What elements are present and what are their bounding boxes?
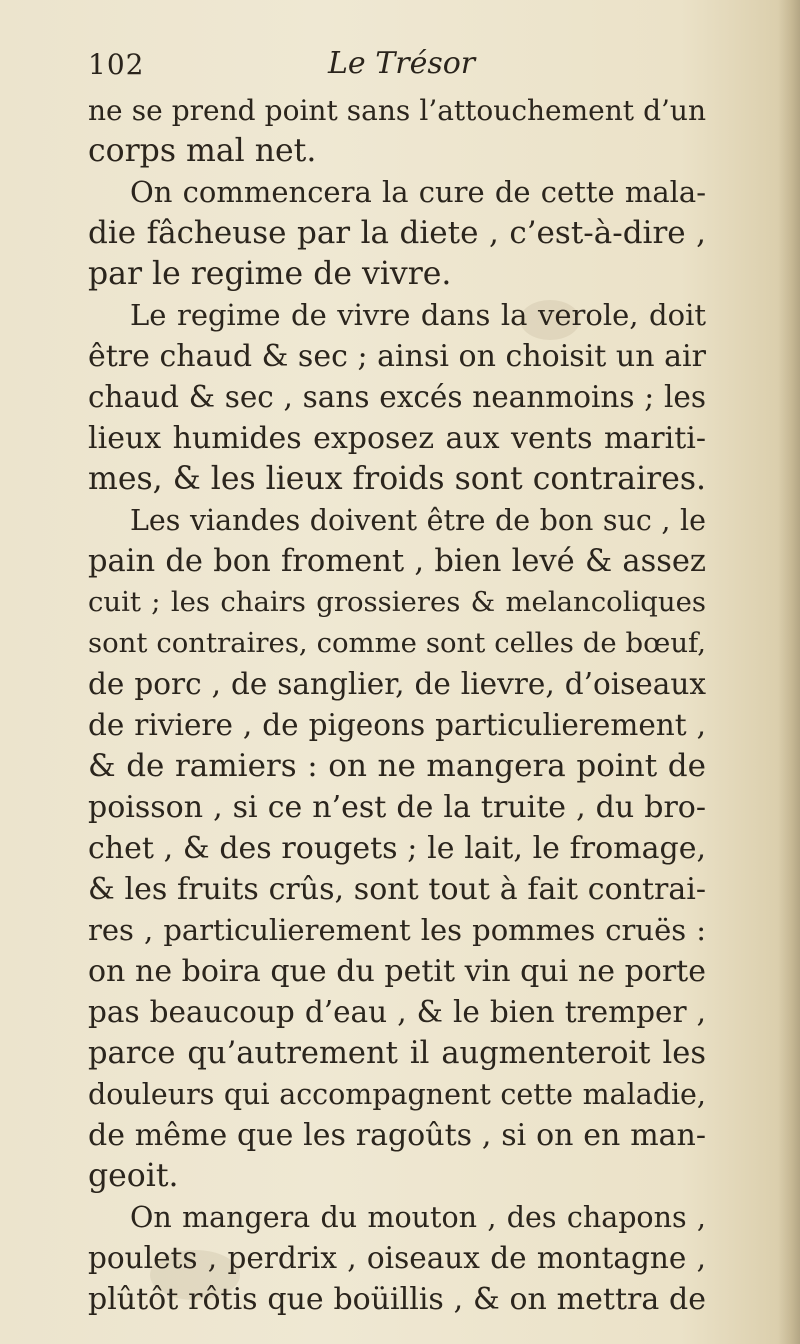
text-line: on ne boira que du petit vin qui ne porte bbox=[88, 954, 706, 989]
page-number: 102 bbox=[88, 48, 145, 81]
text-line: corps mal net. bbox=[88, 133, 317, 169]
text-line: On mangera du mouton , des chapons , bbox=[130, 1201, 706, 1234]
body-text bbox=[88, 90, 706, 1320]
text-line: mes, & les lieux froids sont contraires. bbox=[88, 461, 707, 497]
text-line: & de ramiers : on ne mangera point de bbox=[88, 748, 706, 784]
running-title: Le Trésor bbox=[328, 46, 476, 81]
text-line: parce qu’autrement il augmenteroit les bbox=[88, 1036, 706, 1071]
text-line: poisson , si ce n’est de la truite , du bro- bbox=[88, 790, 706, 825]
text-line: cuit ; les chairs grossieres & melancoliques bbox=[88, 586, 706, 618]
text-line: douleurs qui accompagnent cette maladie, bbox=[88, 1078, 706, 1111]
text-line: plûtôt rôtis que boüillis , & on mettra de bbox=[88, 1282, 706, 1317]
text-line: res , particulierement les pommes cruës : bbox=[88, 913, 706, 947]
text-line: pas beaucoup d’eau , & le bien tremper , bbox=[88, 995, 706, 1029]
text-line: pain de bon froment , bien levé & assez bbox=[88, 544, 706, 579]
text-line: de porc , de sanglier, de lievre, d’oiseaux bbox=[88, 667, 706, 701]
text-line: lieux humides exposez aux vents mariti- bbox=[88, 421, 706, 456]
page-edge-shadow bbox=[778, 0, 800, 1344]
text-line: ne se prend point sans l’attouchement d’un bbox=[88, 94, 706, 127]
text-line: chaud & sec , sans excés neanmoins ; les bbox=[88, 380, 706, 414]
text-line: geoit. bbox=[88, 1158, 179, 1194]
text-line: On commencera la cure de cette mala- bbox=[130, 175, 706, 209]
text-line: de même que les ragoûts , si on en man- bbox=[88, 1118, 706, 1153]
text-line: par le regime de vivre. bbox=[88, 256, 452, 292]
text-line: poulets , perdrix , oiseaux de montagne , bbox=[88, 1241, 706, 1275]
running-header bbox=[88, 48, 708, 88]
text-line: Le regime de vivre dans la verole, doit bbox=[130, 298, 706, 332]
text-line: die fâcheuse par la diete , c’est-à-dire , bbox=[88, 215, 706, 251]
text-line: sont contraires, comme sont celles de bœuf, bbox=[88, 627, 706, 659]
text-line: & les fruits crûs, sont tout à fait contrai- bbox=[88, 872, 706, 907]
text-line: Les viandes doivent être de bon suc , le bbox=[130, 504, 706, 537]
text-line: chet , & des rougets ; le lait, le fromage, bbox=[88, 831, 706, 866]
text-line: de riviere , de pigeons particulierement , bbox=[88, 708, 706, 742]
text-line: être chaud & sec ; ainsi on choisit un air bbox=[88, 339, 706, 374]
